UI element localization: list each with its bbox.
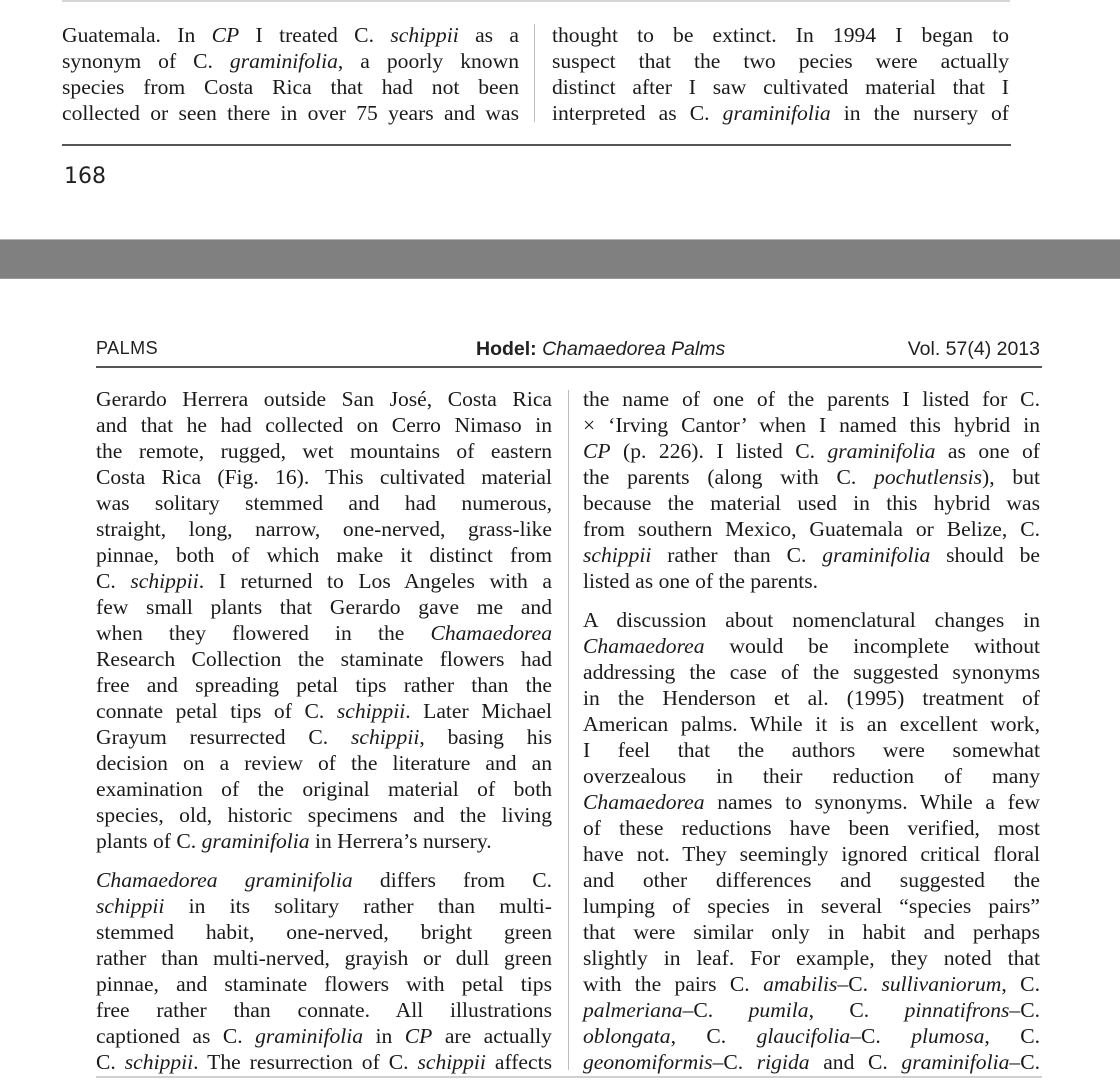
italic-text: graminifolia [229, 49, 338, 73]
text-line: species, old, historic specimens and the living [96, 803, 552, 827]
text: . Later Michael [405, 699, 553, 723]
text: connate petal tips of C. [96, 699, 337, 723]
italic-text: schippii [336, 699, 406, 723]
italic-text: pochutlensis [874, 465, 983, 489]
paragraph [583, 386, 1040, 594]
text: in [363, 1024, 405, 1048]
paragraph [96, 386, 552, 854]
text-line: listed as one of the parents. [583, 569, 819, 593]
italic-text: schippii [124, 1050, 194, 1074]
left-column [96, 386, 552, 1075]
text-line [96, 1049, 552, 1075]
text: Guatemala. In [62, 23, 212, 47]
italic-text: graminifolia [255, 1024, 364, 1048]
text-line: lumping of species in several “species pairs” [583, 894, 1040, 918]
text: in the nursery of [830, 101, 1009, 125]
text-line [583, 997, 1040, 1023]
text: I treated C. [239, 23, 391, 47]
italic-text: graminifolia [901, 1050, 1010, 1074]
footer-rule [62, 144, 1011, 146]
text-line [583, 464, 1040, 490]
previous-page-top-edge [62, 0, 1010, 2]
italic-text: Chamaedorea [430, 621, 552, 645]
short-title: Chamaedorea Palms [536, 338, 726, 360]
text: ), but [982, 465, 1040, 489]
text: –C. [850, 1024, 912, 1048]
text-line: pinnae, both of which make it distinct from [96, 543, 552, 567]
text-line [96, 698, 552, 724]
text-line: slightly in leaf. For example, they noted that [583, 946, 1040, 970]
paragraph [583, 607, 1040, 1075]
text-line: rather than multi-nerved, grayish or dull green [96, 946, 552, 970]
italic-text: graminifolia [827, 439, 936, 463]
text: captioned as C. [96, 1024, 256, 1048]
text-line: species from Costa Rica that had not been [62, 75, 519, 99]
text: as one of [935, 439, 1040, 463]
text-line: few small plants that Gerardo gave me and [96, 595, 552, 619]
text-line [583, 789, 1040, 815]
text: –C. [1009, 1050, 1040, 1074]
text-line: that were similar only in habit and perhaps [583, 920, 1040, 944]
page-number: 168 [64, 164, 106, 189]
text: and C. [809, 1050, 902, 1074]
text-line: and other differences and suggested the [583, 868, 1040, 892]
text-line [96, 828, 552, 854]
text: , basing his [419, 725, 552, 749]
text: –C. [682, 998, 749, 1022]
italic-text: graminifolia [722, 101, 831, 125]
text: . The resurrection of C. [193, 1050, 418, 1074]
page-separator [0, 239, 1120, 279]
text: with the pairs C. [583, 972, 764, 996]
text: Grayum resurrected C. [96, 725, 351, 749]
paragraph [96, 867, 552, 1075]
text-line: from southern Mexico, Guatemala or Belize, C. [583, 517, 1040, 541]
italic-text: schippii [130, 569, 199, 593]
text: –C. [1009, 998, 1041, 1022]
paragraph-spacing [583, 594, 1040, 607]
text-line: addressing the case of the suggested synonyms [583, 660, 1040, 684]
text-line: overzealous in their reduction of many [583, 764, 1040, 788]
text-line: Costa Rica (Fig. 16). This cultivated material [96, 465, 552, 489]
journal-name: PALMS [96, 338, 159, 358]
text: interpreted as C. [552, 101, 723, 125]
italic-text: graminifolia [822, 543, 931, 567]
text: should be [930, 543, 1040, 567]
italic-text: geonomiformis [583, 1050, 713, 1074]
italic-text: schippii [390, 23, 459, 47]
column-divider [568, 390, 569, 1070]
text-line: collected or seen there in over 75 years and was [62, 101, 519, 125]
text: C. [96, 569, 131, 593]
text-line [62, 22, 519, 48]
text: as a [458, 23, 519, 47]
italic-text: palmeriana [583, 998, 683, 1022]
italic-text: CP [583, 439, 611, 463]
text: –C. [837, 972, 882, 996]
italic-text: CP [404, 1024, 433, 1048]
text-line [583, 438, 1040, 464]
text-line: because the material used in this hybrid was [583, 491, 1040, 515]
paragraph-spacing [96, 854, 552, 867]
text-line [583, 633, 1040, 659]
text-line: was solitary stemmed and had numerous, [96, 491, 552, 515]
italic-text: schippii [583, 543, 652, 567]
italic-text: Chamaedorea graminifolia [96, 868, 353, 892]
text: –C. [712, 1050, 757, 1074]
italic-text: Chamaedorea [583, 634, 705, 658]
text-line: pinnae, and staminate flowers with petal tips [96, 972, 552, 996]
text-line: in the Henderson et al. (1995) treatment of [583, 686, 1040, 710]
text: rather than C. [651, 543, 823, 567]
article-title [476, 338, 725, 361]
text-line [96, 568, 552, 594]
italic-text: amabilis [763, 972, 838, 996]
author-name: Hodel: [476, 338, 537, 360]
text: would be incomplete without [704, 634, 1040, 658]
text-line [552, 100, 1009, 126]
text-line [62, 48, 519, 74]
text-line: thought to be extinct. In 1994 I began to [552, 23, 1009, 47]
text: plants of C. [96, 829, 202, 853]
text-line: I feel that the authors were somewhat [583, 738, 1040, 762]
text: (p. 226). I listed C. [610, 439, 828, 463]
running-header [96, 338, 1040, 366]
column-divider [534, 24, 535, 122]
text-line: A discussion about nomenclatural changes in [583, 608, 1040, 632]
text: C. [96, 1050, 125, 1074]
text: when they flowered in the [96, 621, 431, 645]
text: , a poorly known [337, 49, 519, 73]
text: , C. [808, 998, 905, 1022]
text: . I returned to Los Angeles with a [198, 569, 552, 593]
italic-text: pumila [748, 998, 809, 1022]
text-line: American palms. While it is an excellent work, [583, 712, 1040, 736]
italic-text: schippii [350, 725, 420, 749]
text: , C. [1001, 972, 1040, 996]
text: , C. [670, 1024, 757, 1048]
previous-page-right-column [552, 22, 1009, 126]
previous-page-left-column [62, 22, 519, 126]
right-column [583, 386, 1040, 1075]
text-line: × ‘Irving Cantor’ when I named this hybrid in [583, 413, 1040, 437]
text: are actually [432, 1024, 552, 1048]
text-line: have not. They seemingly ignored critical floral [583, 842, 1040, 866]
text: synonym of C. [62, 49, 230, 73]
text-line: Research Collection the staminate flowers had [96, 647, 552, 671]
text-line: decision on a review of the literature and an [96, 751, 552, 775]
text-line: straight, long, narrow, one-nerved, grass-like [96, 517, 552, 541]
italic-text: schippii [96, 894, 165, 918]
text: in Herrera’s nursery. [309, 829, 492, 853]
italic-text: Chamaedorea [583, 790, 705, 814]
text-line [96, 867, 552, 893]
text: names to synonyms. While a few [704, 790, 1040, 814]
text-line [96, 724, 552, 750]
italic-text: oblongata [583, 1024, 671, 1048]
text: affects [485, 1050, 553, 1074]
italic-text: CP [211, 23, 240, 47]
text-line: suspect that the two pecies were actually [552, 49, 1009, 73]
volume-info: Vol. 57(4) 2013 [907, 338, 1040, 360]
text-line: stemmed habit, one-nerved, bright green [96, 920, 552, 944]
italic-text: glaucifolia [756, 1024, 851, 1048]
italic-text: graminifolia [201, 829, 310, 853]
italic-text: rigida [756, 1050, 810, 1074]
text-line [96, 620, 552, 646]
text-line [583, 1023, 1040, 1049]
text-line: free rather than connate. All illustrations [96, 998, 552, 1022]
text-line [583, 1049, 1040, 1075]
text-line [583, 971, 1040, 997]
text: differs from C. [352, 868, 552, 892]
text-line [96, 893, 552, 919]
italic-text: sullivaniorum [881, 972, 1002, 996]
text-line: Gerardo Herrera outside San José, Costa Rica [96, 387, 552, 411]
text: the parents (along with C. [583, 465, 875, 489]
page-bottom-edge [96, 1076, 1042, 1078]
text-line: examination of the original material of both [96, 777, 552, 801]
text-line: distinct after I saw cultivated material that I [552, 75, 1009, 99]
text-line [583, 542, 1040, 568]
text: , C. [984, 1024, 1041, 1048]
text-line: the name of one of the parents I listed for C. [583, 387, 1040, 411]
header-rule [96, 366, 1042, 368]
italic-text: pinnatifrons [904, 998, 1010, 1022]
text-line [96, 1023, 552, 1049]
text-line: the remote, rugged, wet mountains of eastern [96, 439, 552, 463]
text-line: of these reductions have been verified, most [583, 816, 1040, 840]
text-line: and that he had collected on Cerro Nimaso in [96, 413, 552, 437]
text: in its solitary rather than multi- [164, 894, 552, 918]
italic-text: schippii [417, 1050, 486, 1074]
text-line: free and spreading petal tips rather than the [96, 673, 552, 697]
italic-text: plumosa [911, 1024, 985, 1048]
